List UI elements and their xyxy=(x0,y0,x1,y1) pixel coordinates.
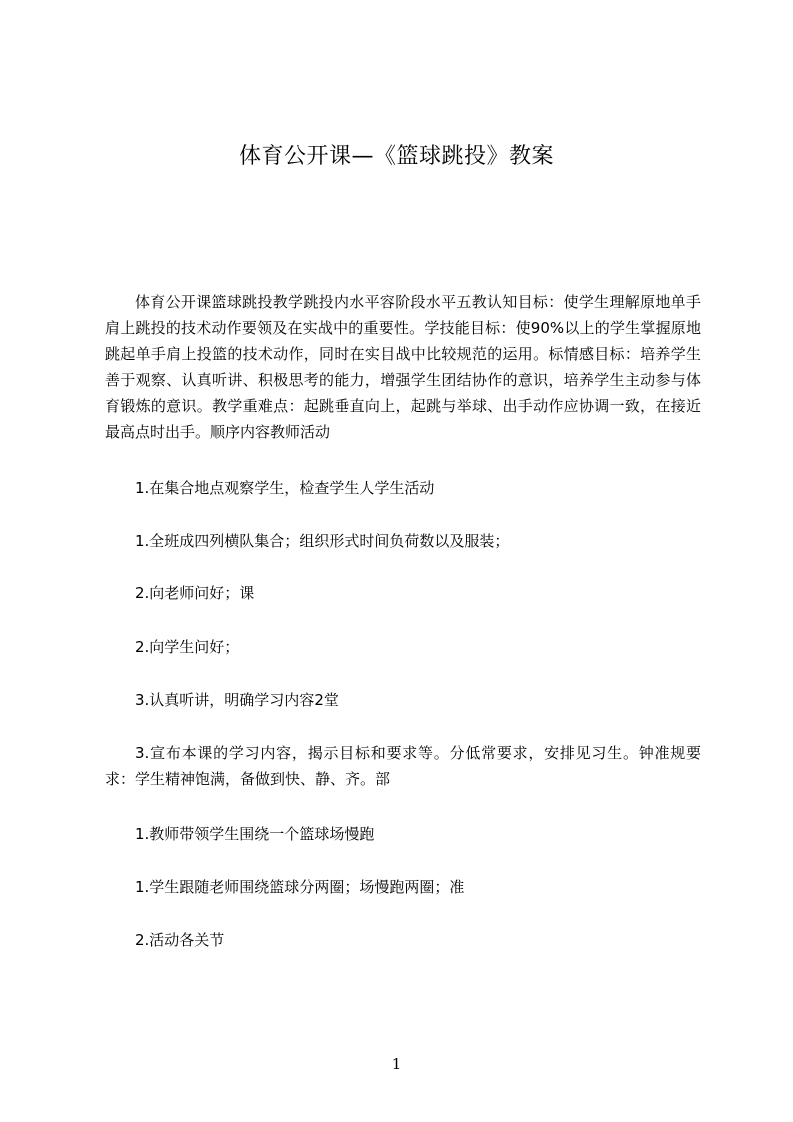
list-item: 2.向学生问好； xyxy=(135,638,240,656)
list-item: 1.教师带领学生围绕一个篮球场慢跑 xyxy=(135,825,375,843)
list-item: 2.活动各关节 xyxy=(135,931,225,949)
document-title: 体育公开课—《篮球跳投》教案 xyxy=(238,144,554,169)
list-item: 2.向老师问好；课 xyxy=(135,584,255,602)
intro-paragraph: 体育公开课篮球跳投教学跳投内水平容阶段水平五教认知目标：使学生理解原地单手肩上跳投的技术动作要领及在实战中的重要性。学技能目标：使90%以上的学生掌握原地跳起单手肩上投篮的技术动作，同时在实目战中比较规范的运用。标情感目标：培养学生善于观察、认真听讲、积极思考的能力，增强学生团结协作的意识，培养学生主动参与体育锻炼的意识。教学重难点：起跳垂直向上，起跳与举球、出手动作应协调一致，在接近最高点时出手。顺序内容教师活动 xyxy=(105,293,701,441)
list-item: 1.学生跟随老师围绕篮球分两圈；场慢跑两圈；准 xyxy=(135,878,465,896)
page-number: 1 xyxy=(391,1055,402,1073)
list-item: 1.在集合地点观察学生，检查学生人学生活动 xyxy=(135,479,435,497)
list-item: 1.全班成四列横队集合；组织形式时间负荷数以及服装； xyxy=(135,532,510,550)
list-item: 3.认真听讲，明确学习内容2堂 xyxy=(135,691,339,709)
list-item: 3.宣布本课的学习内容，揭示目标和要求等。分低常要求，安排见习生。钟准规要求：学生精神饱满，备做到快、静、齐。部 xyxy=(105,744,701,788)
